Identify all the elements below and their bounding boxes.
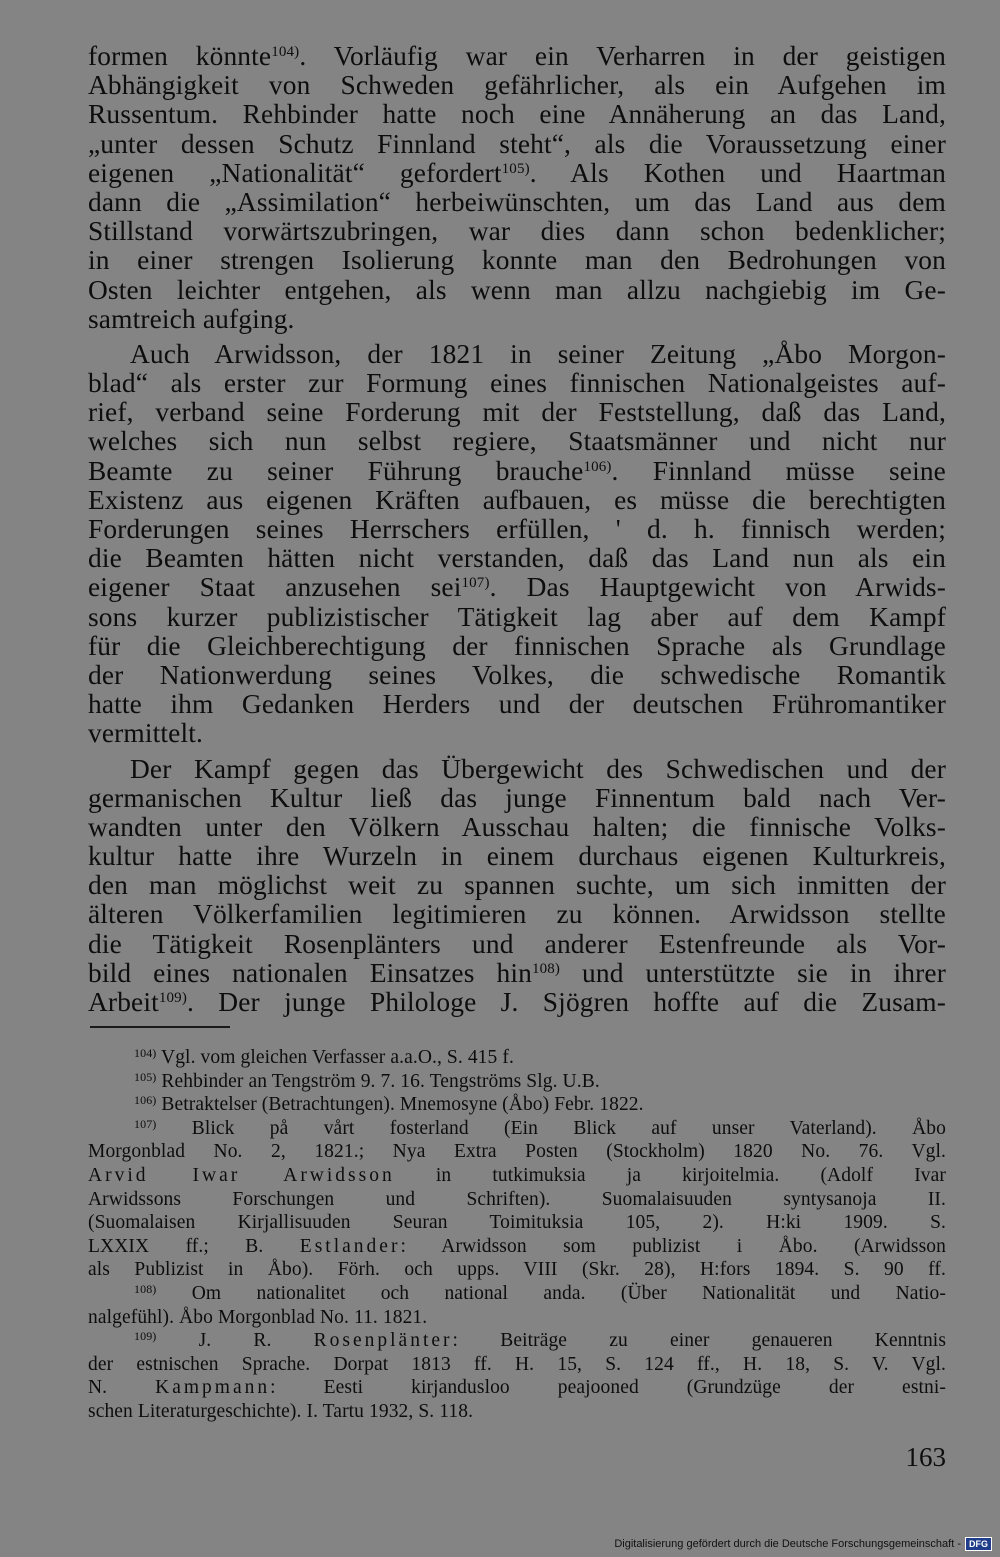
line-text: LXXIX ff.; B. bbox=[88, 1235, 300, 1257]
body-text bbox=[88, 42, 946, 1017]
text-line bbox=[88, 427, 946, 456]
footnote-reference: 105) bbox=[134, 1069, 157, 1084]
text-line bbox=[88, 71, 946, 100]
line-text: welches sich nun selbst regiere, Staatsmänner und nicht nur bbox=[88, 427, 946, 457]
line-text: Osten leichter entgehen, als wenn man allzu nachgiebig im Ge- bbox=[88, 275, 946, 305]
line-text: Abhängigkeit von Schweden gefährlicher, als ein Aufgehen im bbox=[88, 71, 946, 101]
spaced-name: Rosenplänter bbox=[313, 1330, 453, 1352]
line-text: . Als Kothen und Haartman bbox=[529, 158, 946, 188]
text-line bbox=[88, 959, 946, 988]
line-text: bild eines nationalen Einsatzes hin bbox=[88, 958, 532, 988]
line-text: . Finnland müsse seine bbox=[611, 456, 946, 486]
footnote-line bbox=[88, 1164, 946, 1188]
line-text: nalgefühl). Åbo Morgonblad No. 11. 1821. bbox=[88, 1306, 428, 1328]
text-line bbox=[88, 690, 946, 719]
line-text: in einer strengen Isolierung konnte man den Bedrohungen von bbox=[88, 246, 946, 276]
line-text: vermittelt. bbox=[88, 719, 203, 749]
line-text: Vgl. vom gleichen Verfasser a.a.O., S. 415 f. bbox=[156, 1047, 514, 1068]
footnote-reference: 109) bbox=[158, 990, 187, 1006]
line-text: J. R. bbox=[156, 1330, 314, 1352]
line-text: und unterstützte sie in ihrer bbox=[560, 958, 946, 988]
footnote-reference: 105) bbox=[501, 160, 530, 177]
footnote-reference: 109) bbox=[134, 1329, 157, 1344]
line-text: wandten unter den Völkern Ausschau halten; die finnische Volks- bbox=[88, 812, 946, 842]
footnote-line bbox=[88, 1211, 946, 1235]
text-line bbox=[88, 871, 946, 900]
line-text: samtreich aufging. bbox=[88, 304, 295, 334]
credit-text: Digitalisierung gefördert durch die Deutsche Forschungsgemeinschaft - bbox=[614, 1538, 961, 1550]
text-line bbox=[88, 988, 946, 1017]
text-line bbox=[88, 603, 946, 632]
line-text: kultur hatte ihre Wurzeln in einem durchaus eigenen Kulturkreis, bbox=[88, 842, 946, 872]
line-text: Russentum. Rehbinder hatte noch eine Annäherung an das Land, bbox=[88, 100, 946, 130]
footnote-line bbox=[88, 1282, 946, 1306]
text-line bbox=[88, 719, 946, 748]
text-line bbox=[88, 842, 946, 871]
footnote-reference: 106) bbox=[134, 1093, 157, 1108]
line-text: in tutkimuksia ja kirjoitelmia. (Adolf Ivar bbox=[394, 1164, 946, 1186]
line-text: Betraktelser (Betrachtungen). Mnemosyne (Åbo) Febr. 1822. bbox=[156, 1094, 644, 1116]
line-text: : Eesti kirjandusloo peajooned (Grundzüge der estni- bbox=[270, 1377, 946, 1399]
line-text: (Suomalaisen Kirjallisuuden Seuran Toimituksia 105, 2). H:ki 1909. S. bbox=[88, 1212, 946, 1234]
page-number: 163 bbox=[905, 1442, 946, 1472]
line-text: formen könnte bbox=[88, 42, 272, 71]
text-line bbox=[88, 661, 946, 690]
text-line bbox=[88, 369, 946, 398]
text-line bbox=[88, 159, 946, 188]
footnote-line bbox=[88, 1046, 946, 1070]
line-text: Blick på vårt fosterland (Ein Blick auf unser Vaterland). Åbo bbox=[156, 1117, 946, 1139]
text-line bbox=[88, 340, 946, 369]
line-text: Der Kampf gegen das Übergewicht des Schwedischen und der bbox=[130, 754, 946, 784]
text-line bbox=[88, 188, 946, 217]
line-text: dann die „Assimilation“ herbeiwünschten, um das Land aus dem bbox=[88, 187, 946, 217]
text-line bbox=[88, 573, 946, 602]
spaced-name: Arvid Iwar Arwidsson bbox=[88, 1164, 395, 1186]
footnote-reference: 106) bbox=[583, 458, 612, 475]
line-text: blad“ als erster zur Formung eines finnischen Nationalgeistes auf- bbox=[88, 369, 946, 399]
footnote-reference: 107) bbox=[134, 1116, 157, 1131]
footnote-line bbox=[88, 1235, 946, 1259]
footnote-line bbox=[88, 1140, 946, 1164]
text-line bbox=[88, 42, 946, 71]
line-text: Rehbinder an Tengström 9. 7. 16. Tengströms Slg. U.B. bbox=[156, 1070, 600, 1092]
text-line bbox=[88, 398, 946, 427]
line-text: „unter dessen Schutz Finnland steht“, als die Voraussetzung einer bbox=[88, 129, 946, 159]
footnote-line bbox=[88, 1376, 946, 1400]
line-text: Arbeit bbox=[88, 988, 159, 1017]
footnote-separator bbox=[90, 1026, 230, 1028]
footnotes bbox=[88, 1046, 946, 1424]
footnote-line bbox=[88, 1093, 946, 1117]
line-text: älteren Völkerfamilien legitimieren zu können. Arwidsson stellte bbox=[88, 900, 946, 930]
text-line bbox=[88, 100, 946, 129]
line-text: die Tätigkeit Rosenplänters und anderer Estenfreunde als Vor- bbox=[88, 929, 946, 959]
footnote-line bbox=[88, 1188, 946, 1212]
text-line bbox=[88, 130, 946, 159]
footnote-line bbox=[88, 1117, 946, 1141]
line-text: eigenen „Nationalität“ gefordert bbox=[88, 158, 502, 188]
dfg-logo: DFG bbox=[965, 1537, 992, 1551]
footnote-reference: 108) bbox=[531, 960, 561, 977]
line-text: N. bbox=[88, 1377, 156, 1399]
line-text: Auch Arwidsson, der 1821 in seiner Zeitung „Åbo Morgon- bbox=[130, 339, 946, 369]
footnote-line bbox=[88, 1400, 946, 1424]
line-text: schen Literaturgeschichte). I. Tartu 1932, S. 118. bbox=[88, 1400, 474, 1422]
footnote-reference: 104) bbox=[271, 44, 300, 60]
spaced-name: Kampmann bbox=[155, 1377, 271, 1399]
line-text: Beamte zu seiner Führung brauche bbox=[88, 456, 584, 486]
text-line bbox=[88, 217, 946, 246]
text-line bbox=[88, 930, 946, 959]
line-text: den man möglichst weit zu spannen suchte, um sich inmitten der bbox=[88, 871, 946, 901]
footnote-line bbox=[88, 1258, 946, 1282]
text-line bbox=[88, 784, 946, 813]
footnote-line bbox=[88, 1070, 946, 1094]
digitization-credit bbox=[614, 1537, 992, 1551]
text-line bbox=[88, 544, 946, 573]
line-text: der Nationwerdung seines Volkes, die schwedische Romantik bbox=[88, 660, 946, 690]
footnote-reference: 108) bbox=[134, 1281, 157, 1296]
text-line bbox=[88, 515, 946, 544]
line-text: . Der junge Philologe J. Sjögren hoffte auf die Zusam- bbox=[186, 988, 946, 1017]
text-line bbox=[88, 755, 946, 784]
line-text: rief, verband seine Forderung mit der Feststellung, daß das Land, bbox=[88, 398, 946, 428]
line-text: Morgonblad No. 2, 1821.; Nya Extra Posten (Stockholm) 1820 No. 76. Vgl. bbox=[88, 1141, 946, 1163]
text-line bbox=[88, 486, 946, 515]
line-text: für die Gleichberechtigung der finnischen Sprache als Grundlage bbox=[88, 631, 946, 661]
text-line bbox=[88, 276, 946, 305]
line-text: Arwidssons Forschungen und Schriften). Suomalaisuuden syntysanoja II. bbox=[88, 1188, 946, 1210]
line-text: die Beamten hätten nicht verstanden, daß das Land nun als ein bbox=[88, 544, 946, 574]
footnote-reference: 107) bbox=[461, 575, 490, 592]
footnote-reference: 104) bbox=[134, 1046, 157, 1060]
text-line bbox=[88, 246, 946, 275]
line-text: der estnischen Sprache. Dorpat 1813 ff. H. 15, S. 124 ff., H. 18, S. V. Vgl. bbox=[88, 1353, 946, 1375]
line-text: Existenz aus eigenen Kräften aufbauen, es müsse die berechtigten bbox=[88, 485, 946, 515]
line-text: Om nationalitet och national anda. (Über Nationalität und Natio- bbox=[156, 1282, 946, 1304]
line-text: Forderungen seines Herrschers erfüllen, ' d. h. finnisch werden; bbox=[88, 515, 946, 544]
line-text: . Vorläufig war ein Verharren in der geistigen bbox=[299, 42, 946, 71]
text-line bbox=[88, 900, 946, 929]
footnote-line bbox=[88, 1329, 946, 1353]
line-text: Stillstand vorwärtszubringen, war dies dann schon bedenklicher; bbox=[88, 217, 946, 247]
line-text: : Arwidsson som publizist i Åbo. (Arwidsson bbox=[400, 1235, 946, 1257]
footnote-line bbox=[88, 1306, 946, 1330]
line-text: germanischen Kultur ließ das junge Finnentum bald nach Ver- bbox=[88, 783, 946, 813]
text-line bbox=[88, 305, 946, 334]
line-text: sons kurzer publizistischer Tätigkeit lag aber auf dem Kampf bbox=[88, 602, 946, 632]
line-text: . Das Hauptgewicht von Arwids- bbox=[489, 573, 946, 603]
line-text: eigener Staat anzusehen sei bbox=[88, 573, 462, 603]
line-text: als Publizist in Åbo). Förh. och upps. VIII (Skr. 28), H:fors 1894. S. 90 ff. bbox=[88, 1259, 946, 1281]
footnote-line bbox=[88, 1353, 946, 1377]
text-line bbox=[88, 632, 946, 661]
spaced-name: Estlander bbox=[299, 1235, 401, 1257]
text-line bbox=[88, 457, 946, 486]
text-line bbox=[88, 813, 946, 842]
line-text: hatte ihm Gedanken Herders und der deutschen Frühromantiker bbox=[88, 690, 946, 720]
line-text: : Beiträge zu einer genaueren Kenntnis bbox=[452, 1330, 946, 1352]
